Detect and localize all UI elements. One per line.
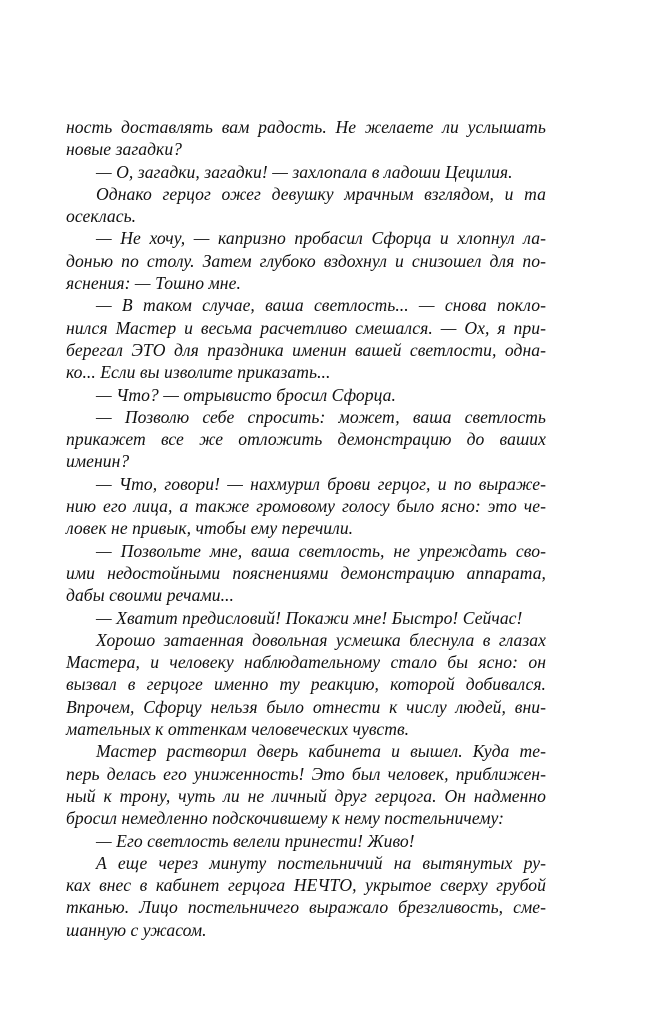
text-line: нился Мастер и весьма расчетливо смешался. — Ох, я при-	[66, 317, 546, 338]
text-line: Однако герцог ожег девушку мрачным взглядом, и та	[96, 183, 546, 204]
text-line: — В таком случае, ваша светлость... — снова покло-	[96, 295, 546, 316]
text-line: ках внес в кабинет герцога НЕЧТО, укрытое сверху грубой	[66, 875, 546, 896]
text-line: новые загадки?	[66, 139, 183, 160]
text-line: перь делась его униженность! Это был человек, приближен-	[66, 763, 546, 784]
text-line: донью по столу. Затем глубоко вздохнул и снизошел для по-	[66, 250, 546, 271]
text-line: вызвал в герцоге именно ту реакцию, которой добивался.	[66, 674, 546, 695]
text-line: — Хватит предисловий! Покажи мне! Быстро! Сейчас!	[96, 607, 523, 628]
text-line: — Не хочу, — капризно пробасил Сфорца и хлопнул ла-	[96, 228, 546, 249]
text-line: — Позволю себе спросить: может, ваша светлость	[96, 406, 546, 427]
text-line: А еще через минуту постельничий на вытянутых ру-	[96, 852, 546, 873]
text-line: — Позвольте мне, ваша светлость, не упреждать сво-	[96, 540, 546, 561]
page-body-text	[66, 116, 546, 941]
text-line: Мастер растворил дверь кабинета и вышел. Куда те-	[96, 741, 546, 762]
text-line: шанную с ужасом.	[66, 919, 207, 940]
text-line: яснения: — Тошно мне.	[66, 273, 241, 294]
text-line: именин?	[66, 451, 130, 472]
text-line: прикажет все же отложить демонстрацию до ваших	[66, 429, 546, 450]
text-line: осеклась.	[66, 206, 137, 227]
text-line: Мастера, и человеку наблюдательному стало бы ясно: он	[66, 652, 546, 673]
text-line: Впрочем, Сфорцу нельзя было отнести к числу людей, вни-	[66, 696, 546, 717]
text-line: нию его лица, а также громовому голосу было ясно: это че-	[66, 496, 546, 517]
text-line: — О, загадки, загадки! — захлопала в ладоши Цецилия.	[96, 161, 513, 182]
text-line: — Его светлость велели принести! Живо!	[96, 830, 415, 851]
text-line: — Что, говори! — нахмурил брови герцог, и по выраже-	[96, 473, 546, 494]
text-line: ими недостойными пояснениями демонстрацию аппарата,	[66, 562, 546, 583]
text-line: тканью. Лицо постельничего выражало брезгливость, сме-	[66, 897, 546, 918]
text-line: ко... Если вы изволите приказать...	[66, 362, 331, 383]
text-line: мательных к оттенкам человеческих чувств.	[66, 719, 410, 740]
text-line: дабы своими речами...	[66, 585, 234, 606]
text-line: — Что? — отрывисто бросил Сфорца.	[96, 384, 396, 405]
text-line: ный к трону, чуть ли не личный друг герцога. Он надменно	[66, 785, 546, 806]
text-line: ность доставлять вам радость. Не желаете ли услышать	[66, 117, 546, 137]
text-line: бросил немедленно подскочившему к нему постельничему:	[66, 808, 505, 829]
text-line: Хорошо затаенная довольная усмешка блеснула в глазах	[96, 629, 546, 650]
text-line: берегал ЭТО для праздника именин вашей светлости, одна-	[66, 339, 546, 360]
text-line: ловек не привык, чтобы ему перечили.	[66, 518, 354, 539]
